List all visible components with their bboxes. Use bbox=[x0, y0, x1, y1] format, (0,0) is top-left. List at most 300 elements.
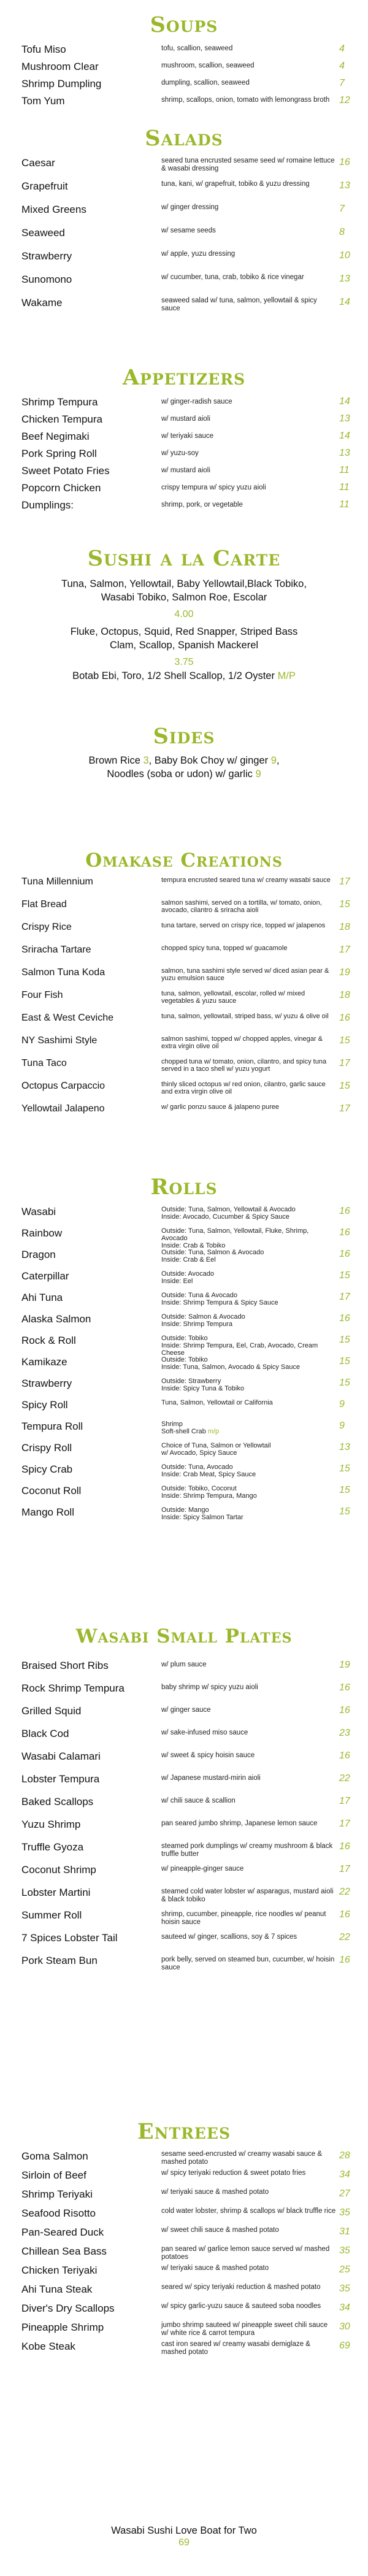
menu-item-price: 15 bbox=[339, 1506, 350, 1517]
menu-item-price: 14 bbox=[339, 396, 350, 407]
menu-item-description-line: shrimp, pork, or vegetable bbox=[161, 501, 243, 508]
menu-item-description bbox=[161, 922, 336, 929]
menu-item-name: Wakame bbox=[21, 297, 63, 309]
sides-line-1 bbox=[0, 754, 368, 767]
menu-item-description bbox=[161, 1865, 336, 1873]
menu-item-name: Chicken Tempura bbox=[21, 413, 102, 425]
menu-item-description bbox=[161, 1292, 336, 1306]
menu-item-description-line: Outside: Tobiko, Coconut bbox=[161, 1485, 237, 1492]
menu-item-description-line: Inside: Spicy Salmon Tartar bbox=[161, 1514, 243, 1521]
menu-item-description-line: w/ ginger dressing bbox=[161, 204, 219, 211]
menu-item-price: 19 bbox=[339, 1660, 350, 1670]
menu-item-price: 18 bbox=[339, 990, 350, 1000]
menu-item-description-line: tempura encrusted seared tuna w/ creamy wasabi sauce bbox=[161, 876, 331, 884]
menu-item-description bbox=[161, 1684, 336, 1692]
menu-item-description bbox=[161, 1506, 336, 1521]
menu-item-price: 30 bbox=[339, 2321, 350, 2332]
menu-item-description bbox=[161, 1335, 336, 1357]
menu-item-price: 13 bbox=[339, 180, 350, 191]
soups-section bbox=[0, 12, 368, 107]
menu-item-description-line: crispy tempura w/ spicy yuzu aioli bbox=[161, 484, 266, 491]
menu-item-name: East & West Ceviche bbox=[21, 1013, 113, 1023]
menu-item-name: Tuna Taco bbox=[21, 1058, 67, 1068]
menu-item-description-line: w/ teriyaki sauce & mashed potato bbox=[161, 2188, 269, 2196]
menu-item-price: 16 bbox=[339, 1705, 350, 1715]
sushi-carte-title: Sushi a la Carte bbox=[87, 546, 281, 571]
menu-item-description-line: w/ sesame seeds bbox=[161, 227, 216, 234]
sides-comma: , bbox=[276, 755, 280, 766]
menu-item-description-line: Inside: Shrimp Tempura, Mango bbox=[161, 1492, 257, 1500]
soups-title: Soups bbox=[150, 12, 218, 37]
menu-item-price: 14 bbox=[339, 431, 350, 441]
sushi-line-1: Tuna, Salmon, Yellowtail, Baby Yellowtail,Black Tobiko, bbox=[61, 578, 307, 589]
menu-item-description-line: Outside: Strawberry bbox=[161, 1378, 221, 1385]
menu-item-name: Kobe Steak bbox=[21, 2340, 75, 2352]
menu-item-name: Spicy Crab bbox=[21, 1463, 73, 1475]
menu-item-description-line: w/ teriyaki sauce & mashed potato bbox=[161, 2264, 269, 2272]
menu-item-name: Caterpillar bbox=[21, 1270, 69, 1282]
menu-item-price: 4 bbox=[339, 44, 345, 54]
menu-item-description bbox=[161, 1399, 336, 1406]
menu-item-description-line: seaweed salad w/ tuna, salmon, yellowtail & spicy sauce bbox=[161, 297, 317, 312]
menu-item-name: Ahi Tuna bbox=[21, 1292, 63, 1303]
menu-item-description bbox=[161, 2188, 336, 2196]
menu-item-description bbox=[161, 1035, 336, 1050]
appetizers-title: Appetizers bbox=[122, 365, 246, 390]
menu-item-name: Seaweed bbox=[21, 227, 65, 239]
menu-item-description bbox=[161, 967, 336, 982]
menu-item-name: Chillean Sea Bass bbox=[21, 2245, 107, 2257]
menu-item-price: 7 bbox=[339, 78, 345, 88]
menu-item-price: 9 bbox=[339, 1399, 345, 1409]
sushi-carte-section bbox=[0, 546, 368, 683]
menu-item-name: Pork Spring Roll bbox=[21, 448, 97, 459]
menu-item-description bbox=[161, 415, 336, 423]
menu-item-name: Mushroom Clear bbox=[21, 61, 99, 72]
menu-item-description bbox=[161, 1911, 336, 1926]
appetizers-section bbox=[0, 365, 368, 511]
menu-item-description bbox=[161, 1797, 336, 1805]
menu-item-description-line: chopped spicy tuna, topped w/ guacamole bbox=[161, 945, 288, 952]
menu-item-price: 16 bbox=[339, 1841, 350, 1852]
menu-item-description bbox=[161, 180, 336, 188]
menu-item-description-line: w/ mustard aioli bbox=[161, 467, 210, 474]
menu-item-price: 4 bbox=[339, 61, 345, 71]
menu-item-price: 16 bbox=[339, 1249, 350, 1259]
menu-item-description-line: Choice of Tuna, Salmon or Yellowtail bbox=[161, 1442, 271, 1449]
menu-item-description-line: thinly sliced octopus w/ red onion, cilantro, garlic sauce and extra virgin olive oil bbox=[161, 1081, 326, 1095]
sides-brown-rice: Brown Rice bbox=[88, 755, 140, 766]
menu-item-name: Tofu Miso bbox=[21, 44, 66, 55]
menu-item-description bbox=[161, 1888, 336, 1904]
menu-item-description bbox=[161, 1706, 336, 1714]
menu-item-name: Ahi Tuna Steak bbox=[21, 2283, 93, 2295]
menu-item-description-line: Inside: Eel bbox=[161, 1278, 193, 1285]
menu-item-description bbox=[161, 1081, 336, 1095]
menu-item-price: 9 bbox=[339, 1420, 345, 1431]
menu-item-description bbox=[161, 1378, 336, 1392]
menu-item-description-line: tuna, kani, w/ grapefruit, tobiko & yuzu dressing bbox=[161, 180, 310, 188]
menu-item-price: 13 bbox=[339, 274, 350, 284]
menu-item-price: 35 bbox=[339, 2283, 350, 2294]
menu-item-description-line: w/ yuzu-soy bbox=[161, 450, 199, 457]
menu-item-price: 13 bbox=[339, 413, 350, 424]
menu-item-name: Pineapple Shrimp bbox=[21, 2321, 104, 2333]
menu-item-description-line: w/ sake-infused miso sauce bbox=[161, 1729, 248, 1736]
rolls-title: Rolls bbox=[150, 1175, 218, 1200]
menu-item-description-line: tofu, scallion, seaweed bbox=[161, 45, 233, 52]
menu-item-description-line: Outside: Mango bbox=[161, 1506, 209, 1514]
sushi-line-3: Fluke, Octopus, Squid, Red Snapper, Striped Bass bbox=[70, 626, 298, 637]
sushi-price-1: 4.00 bbox=[174, 609, 194, 619]
menu-item-price: 22 bbox=[339, 1773, 350, 1784]
menu-item-name: Goma Salmon bbox=[21, 2150, 88, 2162]
menu-item-price: 22 bbox=[339, 1932, 350, 1942]
menu-item-description-line: steamed cold water lobster w/ asparagus, mustard aioli & black tobiko bbox=[161, 1888, 334, 1903]
menu-item-name: Sweet Potato Fries bbox=[21, 465, 110, 477]
menu-item-description bbox=[161, 2169, 336, 2177]
menu-item-description-line: seared w/ spicy teriyaki reduction & mashed potato bbox=[161, 2283, 321, 2291]
menu-item-description bbox=[161, 1227, 336, 1249]
menu-item-description-line: Outside: Avocado bbox=[161, 1270, 215, 1278]
menu-item-description-line: Inside: Tuna, Salmon, Avocado & Spicy Sauce bbox=[161, 1363, 301, 1371]
menu-item-price: 10 bbox=[339, 250, 350, 261]
menu-item-description bbox=[161, 501, 336, 509]
menu-item-description-line: salmon sashimi, topped w/ chopped apples, vinegar & extra virgin olive oil bbox=[161, 1035, 323, 1050]
menu-item-description bbox=[161, 96, 336, 104]
menu-item-description bbox=[161, 1356, 336, 1371]
menu-item-name: Yuzu Shrimp bbox=[21, 1819, 81, 1830]
menu-item-name: Crispy Rice bbox=[21, 922, 72, 932]
menu-item-price: 16 bbox=[339, 1955, 350, 1965]
menu-item-name: Sirloin of Beef bbox=[21, 2169, 86, 2181]
menu-item-name: Spicy Roll bbox=[21, 1399, 68, 1411]
menu-item-description bbox=[161, 1752, 336, 1760]
menu-item-name: Coconut Roll bbox=[21, 1485, 82, 1497]
menu-item-price: 17 bbox=[339, 1103, 350, 1114]
menu-item-price: 15 bbox=[339, 1463, 350, 1474]
menu-item-name: Baked Scallops bbox=[21, 1796, 94, 1807]
menu-item-name: Truffle Gyoza bbox=[21, 1841, 84, 1853]
menu-item-name: Strawberry bbox=[21, 1378, 72, 1389]
menu-item-description bbox=[161, 1729, 336, 1737]
menu-item-description-line: shrimp, cucumber, pineapple, rice noodles w/ peanut hoisin sauce bbox=[161, 1911, 326, 1926]
menu-item-description-line: seared tuna encrusted sesame seed w/ romaine lettuce & wasabi dressing bbox=[161, 157, 335, 172]
menu-item-description bbox=[161, 876, 336, 884]
menu-item-name: Popcorn Chicken bbox=[21, 482, 101, 494]
menu-item-description bbox=[161, 2302, 336, 2310]
menu-item-description-line: tuna, salmon, yellowtail, escolar, rolled w/ mixed vegetables & yuzu sauce bbox=[161, 990, 305, 1005]
salads-title: Salads bbox=[145, 126, 223, 151]
menu-item-description-line: dumpling, scallion, seaweed bbox=[161, 79, 250, 86]
sushi-price-2: 3.75 bbox=[174, 657, 194, 667]
menu-item-price: 35 bbox=[339, 2245, 350, 2256]
menu-item-description-line: Outside: Tuna, Salmon & Avocado bbox=[161, 1249, 264, 1256]
menu-item-description-line: w/ spicy teriyaki reduction & sweet potato fries bbox=[161, 2169, 306, 2177]
menu-item-description bbox=[161, 398, 336, 406]
menu-item-price: 27 bbox=[339, 2188, 350, 2199]
small-plates-section bbox=[0, 1625, 368, 1971]
menu-item-description-line: Outside: Tuna, Salmon, Yellowtail & Avocado bbox=[161, 1206, 296, 1213]
menu-item-name: Tuna Millennium bbox=[21, 876, 93, 887]
menu-item-name: Mango Roll bbox=[21, 1506, 74, 1518]
menu-item-description-line: w/ sweet chili sauce & mashed potato bbox=[161, 2226, 279, 2234]
entrees-title: Entrees bbox=[137, 2119, 231, 2144]
menu-item-description bbox=[161, 1013, 336, 1020]
menu-item-name: Shrimp Tempura bbox=[21, 396, 98, 408]
menu-item-price: 15 bbox=[339, 899, 350, 910]
omakase-section bbox=[0, 849, 368, 1114]
menu-item-description bbox=[161, 1103, 336, 1111]
sushi-mp: M/P bbox=[277, 670, 296, 681]
menu-item-price: 15 bbox=[339, 1270, 350, 1281]
menu-item-description-line: cast iron seared w/ creamy wasabi demiglaze & mashed potato bbox=[161, 2340, 310, 2356]
menu-item-description-line: Inside: Crab & Tobiko bbox=[161, 1242, 226, 1249]
love-boat-price: 69 bbox=[178, 2537, 190, 2548]
menu-item-description-line: steamed pork dumplings w/ creamy mushroom & black truffle butter bbox=[161, 1842, 333, 1858]
menu-item-price: 8 bbox=[339, 227, 345, 237]
menu-item-description bbox=[161, 297, 336, 313]
menu-item-name: 7 Spices Lobster Tail bbox=[21, 1932, 118, 1944]
menu-item-description bbox=[161, 274, 336, 282]
menu-item-description bbox=[161, 1463, 336, 1478]
menu-item-description-line: salmon sashimi, served on a tortilla, w/ tomato, onion, avocado, cilantro & sriracha aioli bbox=[161, 899, 322, 914]
menu-item-price: 17 bbox=[339, 1864, 350, 1874]
menu-item-description bbox=[161, 2264, 336, 2272]
menu-item-price: 16 bbox=[339, 1750, 350, 1761]
menu-item-description-line: w/ Avocado, Spicy Sauce bbox=[161, 1449, 237, 1457]
menu-item-description bbox=[161, 432, 336, 440]
menu-item-description-line: Inside: Shrimp Tempura, Eel, Crab, Avocado, Cream Cheese bbox=[161, 1342, 318, 1357]
menu-item-description-line: Outside: Tuna, Salmon, Yellowtail, Fluke, Shrimp, Avocado bbox=[161, 1227, 309, 1242]
menu-item-description-line: w/ pineapple-ginger sauce bbox=[161, 1865, 244, 1873]
menu-item-name: Strawberry bbox=[21, 250, 72, 262]
menu-item-description-line: Inside: Crab Meat, Spicy Sauce bbox=[161, 1471, 256, 1478]
menu-item-description-line: sauteed w/ ginger, scallions, soy & 7 spices bbox=[161, 1933, 297, 1941]
menu-item-description bbox=[161, 204, 336, 212]
menu-item-name: Mixed Greens bbox=[21, 204, 86, 215]
menu-item-name: Tempura Roll bbox=[21, 1420, 83, 1432]
menu-item-description-line: tuna, salmon, yellowtail, striped bass, w/ yuzu & olive oil bbox=[161, 1013, 329, 1020]
menu-item-description bbox=[161, 2226, 336, 2234]
menu-item-name: Rock & Roll bbox=[21, 1335, 76, 1346]
menu-item-description bbox=[161, 2340, 336, 2356]
menu-item-price: 16 bbox=[339, 1682, 350, 1693]
menu-item-price: 15 bbox=[339, 1356, 350, 1367]
menu-item-description bbox=[161, 1442, 336, 1457]
menu-item-description-line: cold water lobster, shrimp & scallops w/ black truffle rice bbox=[161, 2207, 336, 2215]
menu-item-name: Dumplings: bbox=[21, 499, 74, 511]
menu-item-description bbox=[161, 1313, 336, 1328]
menu-item-name: Kamikaze bbox=[21, 1356, 67, 1368]
menu-item-name: Seafood Risotto bbox=[21, 2207, 96, 2219]
menu-item-price: 16 bbox=[339, 1206, 350, 1216]
sushi-line-5 bbox=[0, 669, 368, 683]
menu-item-mp: m/p bbox=[207, 1428, 220, 1435]
menu-item-description-line: baby shrimp w/ spicy yuzu aioli bbox=[161, 1684, 258, 1691]
menu-item-description-line: w/ chili sauce & scallion bbox=[161, 1797, 236, 1804]
sides-bok-choy: , Baby Bok Choy w/ ginger bbox=[148, 755, 269, 766]
menu-item-description-line: mushroom, scallion, seaweed bbox=[161, 62, 255, 69]
menu-item-description-line: w/ sweet & spicy hoisin sauce bbox=[161, 1752, 255, 1759]
menu-item-description bbox=[161, 2150, 336, 2166]
menu-item-price: 12 bbox=[339, 95, 350, 105]
menu-item-price: 34 bbox=[339, 2302, 350, 2313]
menu-item-description-line: Outside: Salmon & Avocado bbox=[161, 1313, 245, 1321]
menu-item-description-line: pan seared jumbo shrimp, Japanese lemon sauce bbox=[161, 1820, 318, 1827]
menu-item-price: 17 bbox=[339, 1058, 350, 1068]
menu-item-description-line: Outside: Tobiko bbox=[161, 1335, 208, 1342]
menu-item-description-line: pork belly, served on steamed bun, cucumber, w/ hoisin sauce bbox=[161, 1956, 335, 1971]
menu-item-price: 17 bbox=[339, 1292, 350, 1302]
menu-item-description bbox=[161, 1206, 336, 1221]
sushi-line-5-text: Botab Ebi, Toro, 1/2 Shell Scallop, 1/2 Oyster bbox=[72, 670, 275, 681]
menu-item-name: Dragon bbox=[21, 1249, 56, 1260]
menu-item-description-line: Inside: Avocado, Cucumber & Spicy Sauce bbox=[161, 1213, 289, 1221]
menu-item-price: 16 bbox=[339, 1227, 350, 1238]
menu-item-price: 16 bbox=[339, 157, 350, 167]
menu-item-price: 15 bbox=[339, 1335, 350, 1345]
menu-item-name: Octopus Carpaccio bbox=[21, 1081, 105, 1091]
menu-item-name: Four Fish bbox=[21, 990, 63, 1000]
menu-item-description bbox=[161, 2321, 336, 2337]
menu-item-description bbox=[161, 1058, 336, 1073]
menu-item-price: 19 bbox=[339, 967, 350, 978]
menu-item-price: 11 bbox=[339, 465, 350, 475]
sides-noodles: Noodles (soba or udon) w/ garlic bbox=[107, 769, 253, 780]
menu-item-price: 15 bbox=[339, 1485, 350, 1495]
menu-item-name: Lobster Tempura bbox=[21, 1773, 100, 1785]
menu-item-description-line: w/ plum sauce bbox=[161, 1661, 207, 1668]
menu-item-description-line: chopped tuna w/ tomato, onion, cilantro, and spicy tuna served in a taco shell w/ yuzu yogurt bbox=[161, 1058, 327, 1073]
menu-item-description bbox=[161, 1249, 336, 1263]
menu-item-description-line: Outside: Tobiko bbox=[161, 1356, 208, 1363]
menu-item-price: 34 bbox=[339, 2169, 350, 2180]
menu-item-name: Caesar bbox=[21, 157, 55, 169]
menu-item-name: NY Sashimi Style bbox=[21, 1035, 98, 1046]
menu-item-description bbox=[161, 45, 336, 53]
love-boat-line: Wasabi Sushi Love Boat for Two bbox=[111, 2525, 257, 2536]
menu-item-name: Flat Bread bbox=[21, 899, 67, 910]
menu-item-description-line: jumbo shrimp sauteed w/ pineapple sweet chili sauce w/ white rice & carrot tempura bbox=[161, 2321, 328, 2337]
menu-item-price: 16 bbox=[339, 1909, 350, 1920]
menu-item-description-line: w/ spicy garlic-yuzu sauce & sauteed soba noodles bbox=[161, 2302, 321, 2310]
menu-item-description-line: sesame seed-encrusted w/ creamy wasabi sauce & mashed potato bbox=[161, 2150, 323, 2166]
menu-item-description bbox=[161, 1485, 336, 1500]
menu-item-price: 69 bbox=[339, 2340, 350, 2351]
sides-line-2 bbox=[0, 767, 368, 781]
menu-item-price: 23 bbox=[339, 1728, 350, 1738]
menu-item-description-line: w/ teriyaki sauce bbox=[161, 432, 214, 440]
menu-item-name: Shrimp Dumpling bbox=[21, 78, 102, 90]
menu-item-name: Pork Steam Bun bbox=[21, 1955, 98, 1966]
menu-item-description bbox=[161, 1774, 336, 1782]
menu-item-description-line: Inside: Shrimp Tempura bbox=[161, 1321, 232, 1328]
menu-item-price: 16 bbox=[339, 1313, 350, 1324]
sides-section bbox=[0, 724, 368, 781]
menu-item-description-line: Outside: Tuna & Avocado bbox=[161, 1292, 237, 1299]
menu-item-price: 17 bbox=[339, 1796, 350, 1806]
menu-item-price: 7 bbox=[339, 204, 345, 214]
menu-item-name: Wasabi bbox=[21, 1206, 56, 1217]
menu-item-description bbox=[161, 990, 336, 1005]
small-plates-title: Wasabi Small Plates bbox=[75, 1625, 293, 1647]
sides-title: Sides bbox=[153, 724, 215, 749]
menu-item-description-line: salmon, tuna sashimi style served w/ diced asian pear & yuzu emulsion sauce bbox=[161, 967, 329, 982]
menu-item-price: 13 bbox=[339, 448, 350, 458]
menu-item-description bbox=[161, 484, 336, 492]
menu-item-name: Shrimp Teriyaki bbox=[21, 2188, 93, 2200]
menu-item-description bbox=[161, 1842, 336, 1858]
menu-item-name: Diver's Dry Scallops bbox=[21, 2302, 115, 2314]
menu-item-description bbox=[161, 1420, 336, 1435]
sides-bok-choy-price: 9 bbox=[270, 755, 277, 766]
sides-noodles-price: 9 bbox=[255, 769, 261, 780]
menu-item-description-line: shrimp, scallops, onion, tomato with lemongrass broth bbox=[161, 96, 330, 104]
menu-item-price: 35 bbox=[339, 2207, 350, 2218]
menu-item-name: Pan-Seared Duck bbox=[21, 2226, 104, 2238]
sushi-line-4: Clam, Scallop, Spanish Mackerel bbox=[109, 640, 259, 651]
sides-brown-rice-price: 3 bbox=[143, 755, 149, 766]
omakase-title: Omakase Creations bbox=[85, 849, 283, 872]
menu-item-description bbox=[161, 1956, 336, 1972]
menu-item-description-line: w/ cucumber, tuna, crab, tobiko & rice vinegar bbox=[161, 274, 304, 281]
menu-item-name: Lobster Martini bbox=[21, 1887, 91, 1898]
menu-item-name: Crispy Roll bbox=[21, 1442, 72, 1454]
menu-item-description-line: Soft-shell Crab m/p bbox=[161, 1428, 220, 1435]
menu-item-description-line: tuna tartare, served on crispy rice, topped w/ jalapenos bbox=[161, 922, 326, 929]
menu-item-description-line: w/ mustard aioli bbox=[161, 415, 210, 423]
menu-item-description bbox=[161, 899, 336, 914]
menu-item-name: Sriracha Tartare bbox=[21, 945, 91, 955]
menu-item-name: Black Cod bbox=[21, 1728, 69, 1739]
menu-item-price: 15 bbox=[339, 1035, 350, 1046]
menu-item-description-line: Inside: Crab & Eel bbox=[161, 1256, 216, 1263]
menu-item-description-line: Inside: Shrimp Tempura & Spicy Sauce bbox=[161, 1299, 278, 1306]
menu-item-description bbox=[161, 62, 336, 70]
menu-item-name: Tom Yum bbox=[21, 95, 65, 107]
menu-item-description bbox=[161, 467, 336, 475]
menu-item-description bbox=[161, 450, 336, 458]
menu-item-price: 31 bbox=[339, 2226, 350, 2237]
menu-item-description bbox=[161, 1661, 336, 1669]
menu-item-name: Beef Negimaki bbox=[21, 431, 90, 442]
menu-item-description-line: Tuna, Salmon, Yellowtail or California bbox=[161, 1399, 273, 1406]
menu-item-name: Coconut Shrimp bbox=[21, 1864, 96, 1876]
menu-item-description-line: Outside: Tuna, Avocado bbox=[161, 1463, 233, 1471]
menu-item-description-line: w/ apple, yuzu dressing bbox=[161, 250, 236, 258]
menu-item-name: Rainbow bbox=[21, 1227, 63, 1239]
menu-item-description bbox=[161, 250, 336, 258]
menu-item-price: 14 bbox=[339, 297, 350, 307]
menu-item-description bbox=[161, 1933, 336, 1941]
sushi-line-2: Wasabi Tobiko, Salmon Roe, Escolar bbox=[101, 592, 267, 603]
menu-item-description-line: w/ garlic ponzu sauce & jalapeno puree bbox=[161, 1103, 280, 1111]
menu-item-description bbox=[161, 157, 336, 173]
menu-item-name: Grapefruit bbox=[21, 180, 68, 192]
menu-item-description bbox=[161, 2207, 336, 2215]
menu-item-description bbox=[161, 2283, 336, 2291]
menu-item-description-line: w/ ginger-radish sauce bbox=[161, 398, 232, 405]
menu-item-description bbox=[161, 2245, 336, 2261]
menu-item-price: 28 bbox=[339, 2150, 350, 2161]
entrees-section bbox=[0, 2119, 368, 2548]
menu-item-description bbox=[161, 227, 336, 235]
menu-item-description bbox=[161, 1820, 336, 1828]
menu-item-price: 11 bbox=[339, 482, 350, 493]
menu-item-description-line: w/ ginger sauce bbox=[161, 1706, 211, 1714]
menu-item-name: Sunomono bbox=[21, 274, 72, 285]
